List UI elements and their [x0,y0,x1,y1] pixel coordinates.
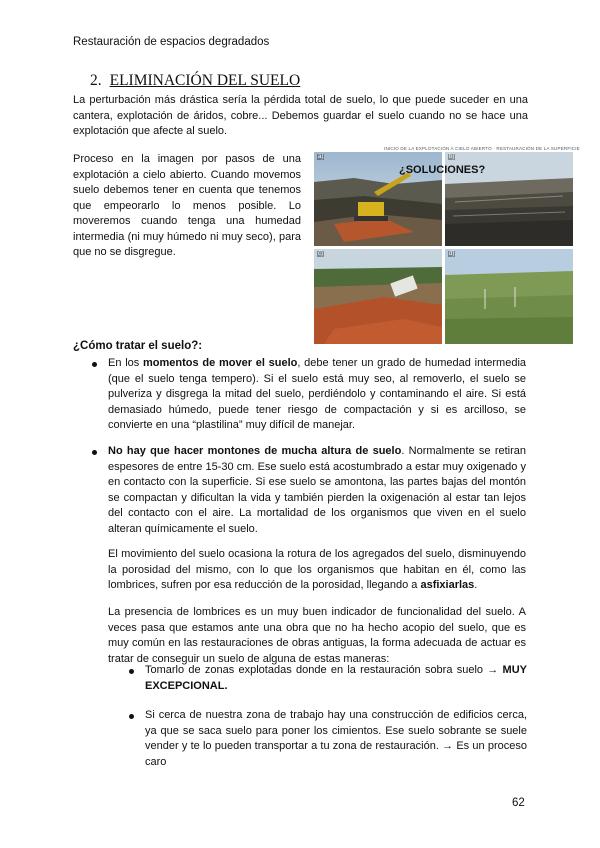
photo-label-c: c) [318,251,323,257]
running-header: Restauración de espacios degradados [73,36,270,48]
photo-label-d: d) [449,251,455,257]
figure-caption: INICIO DE LA EXPLOTACIÓN A CIELO ABIERTO · RESTAURACIÓN DE LA SUPERFICIE [384,146,580,151]
sub1-pre: Tomarlo de zonas explotadas donde en la restauración sobra suelo → [145,664,503,676]
photo-restored-grassland [445,249,573,344]
para3-pre: El movimiento del suelo ocasiona la rotura de los agregados del suelo, disminuyendo la porosidad del mismo, con lo que los organismos que habitan en él, como las lombrices, sufren por esa reducción de la porosidad, llegando a [108,548,526,591]
sub1-bold: MUY EXCEPCIONAL. [145,664,527,692]
bullet1-post: , debe tener un grado de humedad intermedia (que el suelo tenga tempero). Si el suelo está muy seo, al removerlo, el suelo se pulveriza y disgrega la mitad del suelo, perdiéndolo y contaminando el aire. Si está demasiado húmedo, puede tener riesgo de compactación y si es arcilloso, se convierte en una “plastilina” muy difícil de manejar. [108,357,527,431]
question-heading: ¿Cómo tratar el suelo?: [73,340,203,352]
sub-bullet-dot [129,714,134,719]
process-paragraph: Proceso en la imagen por pasos de una explotación a cielo abierto. Cuando movemos suelo debemos tener en cuenta que tenemos que empeorarlo lo menos posible. Lo moveremos cuando tenga una humedad intermedia (ni muy húmedo ni muy seco), para que no se disgregue. [73,153,301,258]
sub-bullet-construction-soil: Si cerca de nuestra zona de trabajo hay una construcción de edificios cerca, ya que se saca suelo para poner los cimientos. Ese suelo sobrante se suele vender y te lo pueden transportar a tu zona de restauración. → Es un proceso caro [145,709,527,768]
paragraph-aggregates [108,547,526,594]
para3-bold: asfixiarlas [420,579,475,591]
photo-label-b: b) [449,154,455,160]
section-heading [90,72,300,90]
solutions-overlay: ¿SOLUCIONES? [399,164,486,176]
bullet1-bold: momentos de mover el suelo [143,357,298,369]
section-title: ELIMINACIÓN DEL SUELO [109,72,301,89]
photo-soil-dumping [314,249,442,344]
bullet-dot [92,450,97,455]
bullet-pile-height [108,444,526,537]
bullet-dot [92,362,97,367]
bullet2-post: . Normalmente se retiran espesores de entre 15-30 cm. Ese suelo está acostumbrado a estar muy oxigenado y en contacto con la superficie. Si ese suelo se amontona, las partes bajas del montón se compactan y dificultan la vida y también pierden la oxigenación al estar tan lejos del contacto con el aire. La mortalidad de los organismos que viven en el suelo alteran químicamente el suelo. [108,445,526,535]
intro-paragraph: La perturbación más drástica sería la pérdida total de suelo, lo que puede suceder en una cantera, explotación de áridos, cobre... Debemos guardar el suelo cuando no se hace una explotación que afecte al suelo. [73,94,528,137]
page-number: 62 [512,797,525,809]
paragraph-earthworms: La presencia de lombrices es un muy buen indicador de funcionalidad del suelo. A veces pasa que estamos ante una obra que no ha hecho acopio del suelo, que es muy común en las restauraciones de obras antiguas, la forma adecuada de actuar es tratar de conseguir un suelo de alguna de estas maneras: [108,606,526,665]
sub-bullet-dot [129,669,134,674]
bullet-humidity [108,356,526,434]
bullet1-pre: En los [108,357,144,369]
sub-bullet-exploited-zones [145,663,527,694]
photo-label-a: a) [318,154,324,160]
bullet2-bold: No hay que hacer montones de mucha altura de suelo [108,445,402,457]
para3-post: . [474,579,478,591]
mining-figure [314,146,580,344]
section-number: 2. [90,72,102,89]
